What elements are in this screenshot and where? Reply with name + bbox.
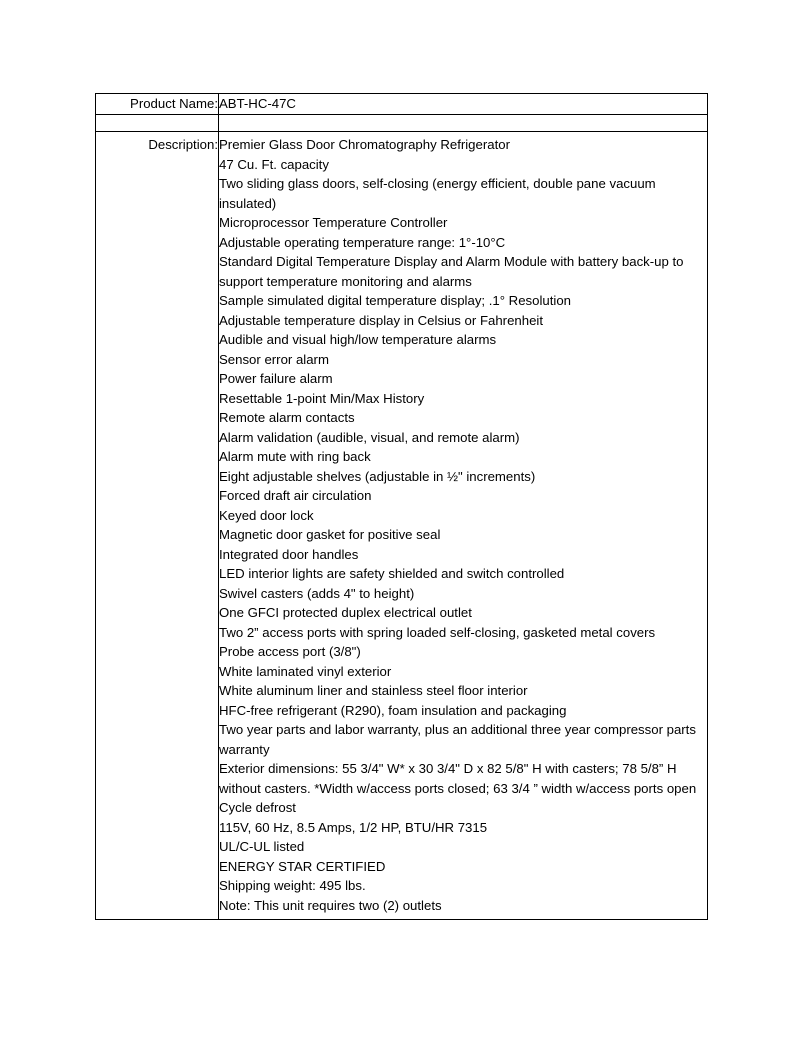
table-row-description <box>96 132 708 920</box>
product-spec-table <box>95 93 708 920</box>
description-line: UL/C-UL listed <box>219 839 305 854</box>
description-line: Two sliding glass doors, self-closing (energy efficient, double pane vacuum insulated) <box>219 176 656 211</box>
description-line: Audible and visual high/low temperature alarms <box>219 332 497 347</box>
description-line: Integrated door handles <box>219 546 359 562</box>
description-line: White laminated vinyl exterior <box>219 663 392 679</box>
description-line-list <box>219 135 707 915</box>
description-value <box>219 132 708 920</box>
description-label: Description: <box>96 132 219 920</box>
description-line: Eight adjustable shelves (adjustable in ½" increments) <box>219 468 536 484</box>
spacer-value-cell <box>219 115 708 132</box>
description-line: Remote alarm contacts <box>219 410 355 425</box>
description-line: Premier Glass Door Chromatography Refrigerator <box>219 137 510 152</box>
description-line: Exterior dimensions: 55 3/4" W* x 30 3/4" D x 82 5/8" H with casters; 78 5/8” H without casters. *Width w/access ports closed; 63 3/4 ” width w/access ports open <box>219 761 697 796</box>
description-line: 115V, 60 Hz, 8.5 Amps, 1/2 HP, BTU/HR 7315 <box>219 819 488 835</box>
description-line: Keyed door lock <box>219 507 314 523</box>
description-line: Shipping weight: 495 lbs. <box>219 878 366 893</box>
description-line: Note: This unit requires two (2) outlets <box>219 897 442 913</box>
spacer-label-cell <box>96 115 219 132</box>
description-line: Adjustable temperature display in Celsius or Fahrenheit <box>219 312 543 328</box>
description-line: Resettable 1-point Min/Max History <box>219 390 425 406</box>
description-line: Standard Digital Temperature Display and Alarm Module with battery back-up to support temperature monitoring and alarms <box>219 254 684 289</box>
description-line: Alarm validation (audible, visual, and remote alarm) <box>219 429 520 445</box>
table-row-spacer <box>96 115 708 132</box>
description-line: HFC-free refrigerant (R290), foam insulation and packaging <box>219 702 567 718</box>
table-row-product-name <box>96 94 708 115</box>
description-line: Cycle defrost <box>219 800 296 815</box>
description-line: Two year parts and labor warranty, plus an additional three year compressor parts warranty <box>219 722 696 757</box>
product-name-label: Product Name: <box>96 94 219 115</box>
description-line: LED interior lights are safety shielded and switch controlled <box>219 566 565 581</box>
description-line: White aluminum liner and stainless steel floor interior <box>219 683 528 698</box>
description-line: Sample simulated digital temperature display; .1° Resolution <box>219 293 571 308</box>
description-line: Adjustable operating temperature range: 1°-10°C <box>219 234 506 250</box>
description-line: One GFCI protected duplex electrical outlet <box>219 605 472 620</box>
description-line: ENERGY STAR CERTIFIED <box>219 858 386 874</box>
description-line: Swivel casters (adds 4" to height) <box>219 585 415 601</box>
description-line: Microprocessor Temperature Controller <box>219 215 448 230</box>
description-line: Probe access port (3/8") <box>219 644 361 659</box>
description-line: 47 Cu. Ft. capacity <box>219 156 329 172</box>
description-line: Power failure alarm <box>219 371 333 386</box>
product-name-value: ABT-HC-47C <box>219 94 708 115</box>
description-line: Magnetic door gasket for positive seal <box>219 527 441 542</box>
description-line: Alarm mute with ring back <box>219 449 371 464</box>
description-line: Forced draft air circulation <box>219 488 372 503</box>
description-line: Two 2” access ports with spring loaded self-closing, gasketed metal covers <box>219 624 656 640</box>
description-line: Sensor error alarm <box>219 351 329 367</box>
